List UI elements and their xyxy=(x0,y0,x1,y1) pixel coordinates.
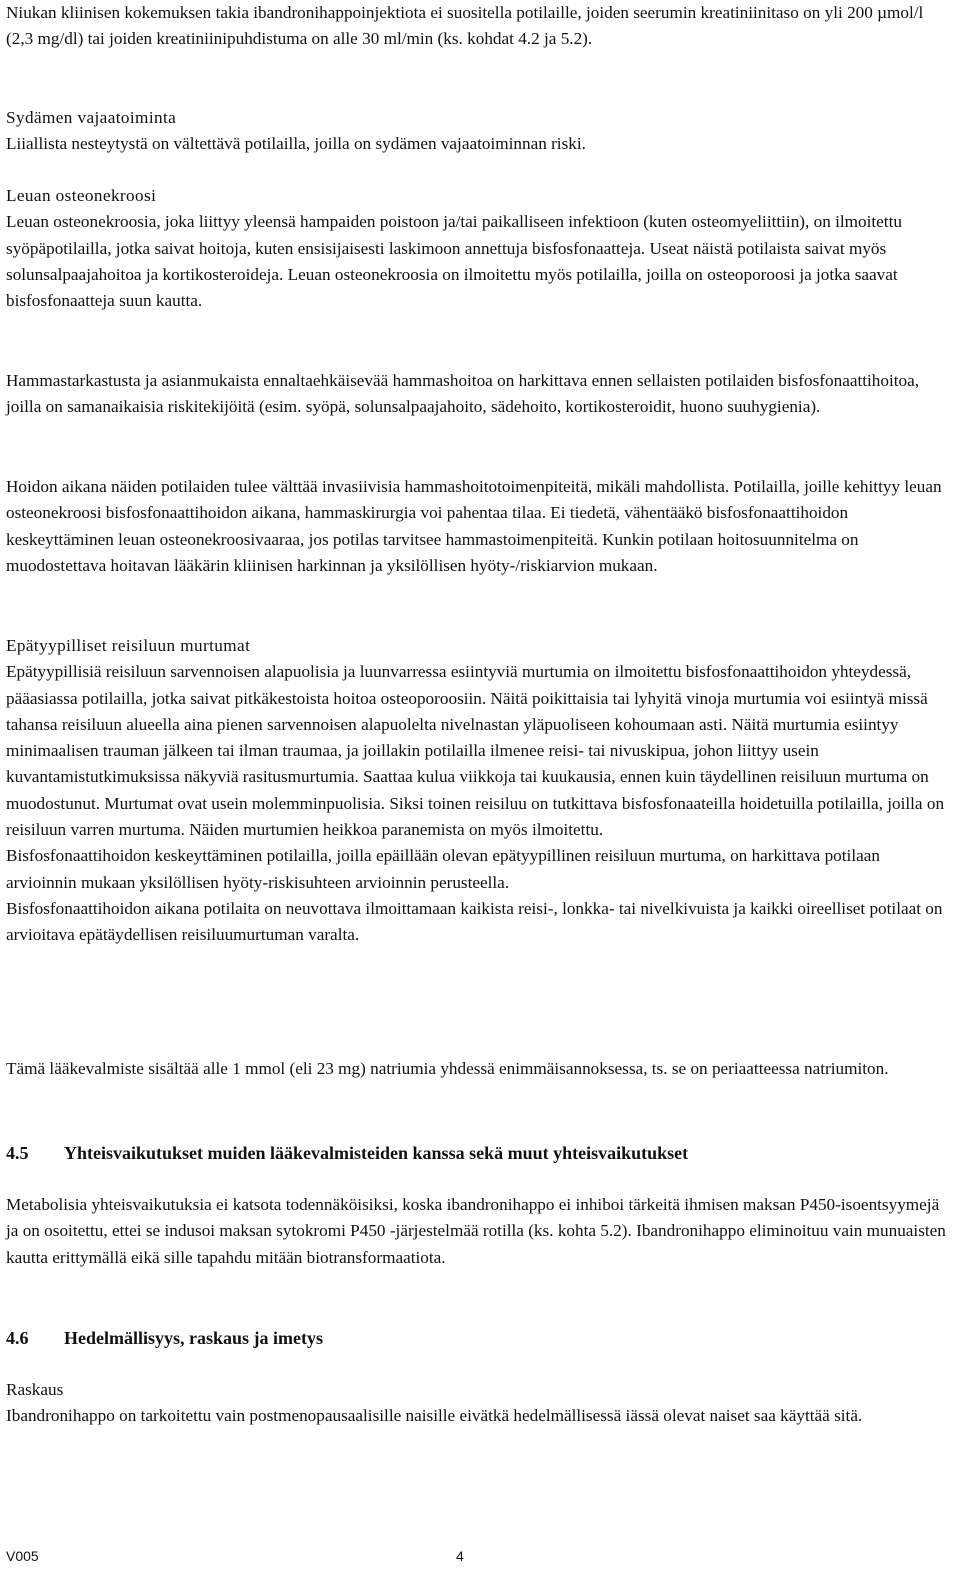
dental-exam-text: Hammastarkastusta ja asianmukaista ennaltaehkäisevää hammashoitoa on harkittava ennen sellaisten potilaiden bisfosfonaattihoitoa, joilla on samanaikaisia riskitekijöitä (esim. syöpä, solunsalpaajahoito, sädehoito, kortikosteroidit, huono suuhygienia). xyxy=(6,371,920,417)
pregnancy-section xyxy=(6,1377,946,1430)
pregnancy-heading: Raskaus xyxy=(6,1380,64,1399)
document-code: V005 xyxy=(6,1548,39,1564)
sodium-paragraph xyxy=(6,1056,946,1082)
during-treatment-text: Hoidon aikana näiden potilaiden tulee välttää invasiivisia hammashoitotoimenpiteitä, mikäli mahdollista. Potilailla, joille kehittyy leuan osteonekroosi bisfosfonaattihoidon aikana, hammaskirurgia voi pahentaa tilaa. Ei tiedetä, vähentääkö bisfosfonaattihoidon keskeyttäminen leuan osteonekroosivaaraa, jos potilas tarvitsee hammastoimenpiteitä. Kunkin potilaan hoitosuunnitelma on muodostettava hoitavan lääkärin kliinisen harkinnan ja yksilöllisen hyöty-/riskiarvion mukaan. xyxy=(6,477,942,575)
section-4-5-number: 4.5 xyxy=(6,1143,29,1163)
section-4-6-title: Hedelmällisyys, raskaus ja imetys xyxy=(64,1328,323,1348)
renal-text: Niukan kliinisen kokemuksen takia ibandronihappoinjektiota ei suositella potilaille, joiden seerumin kreatiniinitaso on yli 200 µmol/l (2,3 mg/dl) tai joiden kreatiniinipuhdistuma on alle 30 ml/min (ks. kohdat 4.2 ja 5.2). xyxy=(6,3,924,49)
atypical-fracture-text: Epätyypillisiä reisiluun sarvennoisen alapuolisia ja luunvarressa esiintyviä murtumia on ilmoitettu bisfosfonaattihoidon yhteydessä, pääasiassa potilailla, jotka saivat pitkäkestoista hoitoa osteoporoosiin. Näitä poikittaisia tai lyhyitä vinoja murtumia voi esiintyä missä tahansa reisiluun alueella aina pienen sarvennoisen alapuolelta nivelnastan yläpuoliseen kohoumaan asti. Näitä murtumia esiintyy minimaalisen trauman jälkeen tai ilman traumaa, ja joillakin potilailla ilmenee reisi- tai nivuskipua, johon liittyy usein kuvantamistutkimuksissa näkyviä rasitusmurtumia. Saattaa kulua viikkoja tai kuukausia, ennen kuin täydellinen reisiluun murtuma on muodostunut. Murtumat ovat usein molemminpuolisia. Siksi toinen reisiluu on tutkittava bisfosfonaateilla hoidetuilla potilailla, joilla on reisiluun varren murtuma. Näiden murtumien heikkoa paranemista on myös ilmoitettu. xyxy=(6,662,945,840)
pregnancy-text: Ibandronihappo on tarkoitettu vain postmenopausaalisille naisille eivätkä hedelmällisessä iässä olevat naiset saa käyttää sitä. xyxy=(6,1406,863,1426)
atypical-fracture-heading: Epätyypilliset reisiluun murtumat xyxy=(6,636,251,655)
onj-heading: Leuan osteonekroosi xyxy=(6,186,157,205)
heart-failure-text: Liiallista nesteytystä on vältettävä potilailla, joilla on sydämen vajaatoiminnan riski. xyxy=(6,134,586,154)
sodium-text: Tämä lääkevalmiste sisältää alle 1 mmol (eli 23 mg) natriumia yhdessä enimmäisannoksessa, ts. se on periaatteessa natriumiton. xyxy=(6,1059,889,1078)
atypical-fracture-text-3: Bisfosfonaattihoidon aikana potilaita on neuvottava ilmoittamaan kaikista reisi-, lonkka- tai nivelkivuista ja kaikki oireelliset potilaat on arvioitava epätäydellisen reisiluumurtuman varalta. xyxy=(6,898,943,945)
dental-exam-paragraph xyxy=(6,368,946,421)
heart-failure-section xyxy=(6,105,946,158)
renal-paragraph xyxy=(6,0,946,53)
section-4-5-title: Yhteisvaikutukset muiden lääkevalmisteiden kanssa sekä muut yhteisvaikutukset xyxy=(64,1143,689,1163)
heart-failure-heading: Sydämen vajaatoiminta xyxy=(6,108,177,127)
section-4-6-number: 4.6 xyxy=(6,1328,29,1348)
section-4-6 xyxy=(6,1325,946,1351)
section-4-5 xyxy=(6,1140,946,1166)
during-treatment-paragraph xyxy=(6,474,946,579)
onj-section xyxy=(6,183,946,314)
interactions-paragraph xyxy=(6,1192,946,1271)
interactions-text: Metabolisia yhteisvaikutuksia ei katsota todennäköisiksi, koska ibandronihappo ei inhiboi tärkeitä ihmisen maksan P450-isoentsyymejä ja on osoitettu, ettei se indusoi maksan sytokromi P450 -järjestelmää rotilla (ks. kohta 5.2). Ibandronihappo eliminoituu vain munuaisten kautta erittymällä eikä sille tapahdu mitään biotransformaatiota. xyxy=(6,1195,946,1267)
page-number: 4 xyxy=(456,1548,464,1564)
section-4-6-heading xyxy=(6,1325,946,1351)
section-4-5-heading xyxy=(6,1140,946,1166)
atypical-fracture-text-2: Bisfosfonaattihoidon keskeyttäminen potilailla, joilla epäillään olevan epätyypillinen reisiluun murtuma, on harkittava potilaan arvioinnin mukaan yksilöllisen hyöty-riskisuhteen arvioinnin perusteella. xyxy=(6,846,880,892)
onj-text: Leuan osteonekroosia, joka liittyy yleensä hampaiden poistoon ja/tai paikalliseen infektioon (kuten osteomyeliittiin), on ilmoitettu syöpäpotilailla, jotka saivat hoitoja, kuten ensisijaisesti laskimoon annettuja bisfosfonaatteja. Useat näistä potilaista saivat myös solunsalpaajahoitoa ja kortikosteroideja. Leuan osteonekroosia on ilmoitettu myös potilailla, joilla on osteoporoosi ja jotka saavat bisfosfonaatteja suun kautta. xyxy=(6,212,902,311)
atypical-fracture-section xyxy=(6,633,946,949)
